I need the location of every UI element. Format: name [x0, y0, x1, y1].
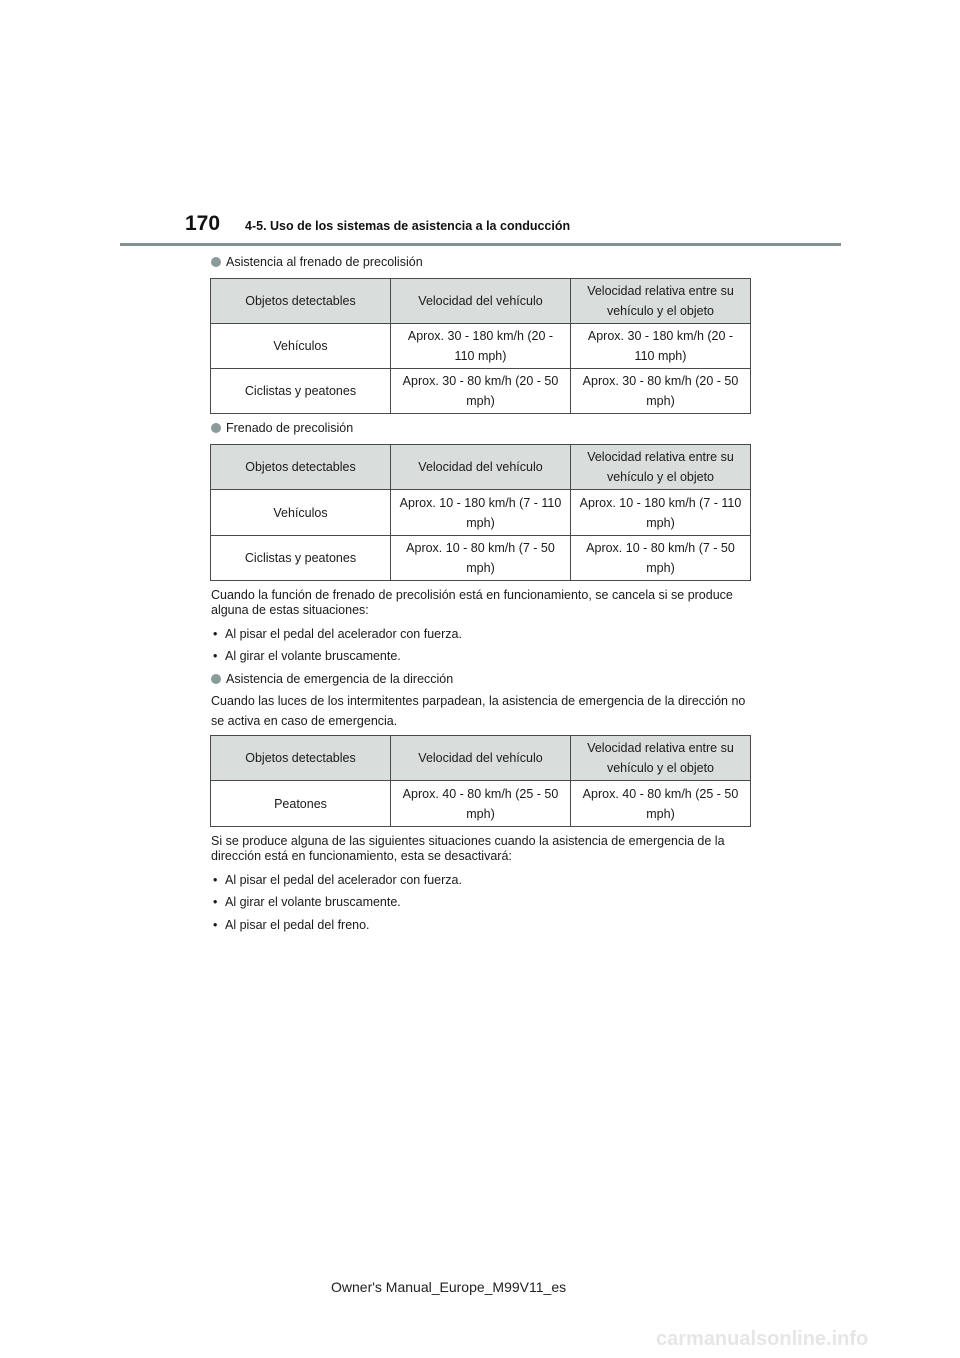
- table-cell: Aprox. 40 - 80 km/h (25 - 50 mph): [391, 781, 571, 827]
- table-cell: Vehículos: [211, 324, 391, 369]
- paragraph-turn-signal-note: Cuando las luces de los intermitentes parpadean, la asistencia de emergencia de la dirección no se activa en caso de emergencia.: [211, 694, 746, 728]
- table-cell: Aprox. 40 - 80 km/h (25 - 50 mph): [571, 781, 751, 827]
- bullet-mark: •: [213, 649, 218, 663]
- bullet-mark: •: [213, 627, 218, 641]
- table-row: [211, 781, 751, 827]
- table-cell: Aprox. 10 - 180 km/h (7 - 110 mph): [391, 490, 571, 536]
- table-cell: Aprox. 10 - 180 km/h (7 - 110 mph): [571, 490, 751, 536]
- bullet-mark: •: [213, 918, 218, 932]
- paragraph-cancel-conditions: Cuando la función de frenado de precolisión está en funcionamiento, se cancela si se produce alguna de estas situaciones:: [211, 588, 733, 617]
- table-header-row: [211, 279, 751, 324]
- list-item: [213, 918, 370, 932]
- list-item: [213, 873, 462, 887]
- table-cell: Aprox. 30 - 180 km/h (20 - 110 mph): [571, 324, 751, 369]
- chapter-title: 4-5. Uso de los sistemas de asistencia a la conducción: [245, 219, 571, 233]
- table-row: [211, 324, 751, 369]
- column-header: Velocidad del vehículo: [391, 736, 571, 781]
- table-row: [211, 536, 751, 581]
- heading-label: Asistencia al frenado de precolisión: [226, 255, 423, 269]
- table-cell: Ciclistas y peatones: [211, 369, 391, 414]
- section-heading-precollision-braking: [211, 421, 353, 435]
- table-cell: Vehículos: [211, 490, 391, 536]
- list-item-text: Al pisar el pedal del acelerador con fuerza.: [225, 627, 462, 641]
- table-cell: Aprox. 10 - 80 km/h (7 - 50 mph): [571, 536, 751, 581]
- speed-table-braking: [210, 444, 751, 581]
- bullet-circle-icon: [211, 674, 221, 684]
- bullet-mark: •: [213, 895, 218, 909]
- table-cell: Aprox. 30 - 80 km/h (20 - 50 mph): [391, 369, 571, 414]
- bullet-circle-icon: [211, 257, 221, 267]
- table-row: [211, 490, 751, 536]
- heading-label: Asistencia de emergencia de la dirección: [226, 672, 454, 686]
- footer-manual-name: Owner's Manual_Europe_M99V11_es: [331, 1279, 567, 1295]
- column-header: Objetos detectables: [211, 445, 391, 490]
- list-item: [213, 649, 401, 663]
- list-item-text: Al girar el volante bruscamente.: [225, 649, 401, 663]
- section-heading-precollision-brake-assist: [211, 255, 423, 269]
- page-number: 170: [185, 212, 221, 235]
- column-header: Objetos detectables: [211, 736, 391, 781]
- list-item-text: Al pisar el pedal del freno.: [225, 918, 370, 932]
- column-header: Velocidad relativa entre su vehículo y el objeto: [571, 445, 751, 490]
- speed-table-emergency-steering: [210, 735, 751, 827]
- header-rule: [120, 243, 841, 246]
- speed-table-brake-assist: [210, 278, 751, 414]
- table-cell: Aprox. 30 - 80 km/h (20 - 50 mph): [571, 369, 751, 414]
- heading-label: Frenado de precolisión: [226, 421, 354, 435]
- list-item-text: Al pisar el pedal del acelerador con fuerza.: [225, 873, 462, 887]
- bullet-circle-icon: [211, 423, 221, 433]
- column-header: Velocidad del vehículo: [391, 445, 571, 490]
- table-cell: Aprox. 10 - 80 km/h (7 - 50 mph): [391, 536, 571, 581]
- list-item-text: Al girar el volante bruscamente.: [225, 895, 401, 909]
- column-header: Velocidad relativa entre su vehículo y el objeto: [571, 279, 751, 324]
- table-cell: Aprox. 30 - 180 km/h (20 - 110 mph): [391, 324, 571, 369]
- paragraph-deactivation-conditions: Si se produce alguna de las siguientes situaciones cuando la asistencia de emergencia de la dirección está en funcionamiento, esta se desactivará:: [211, 834, 725, 863]
- column-header: Velocidad relativa entre su vehículo y el objeto: [571, 736, 751, 781]
- table-row: [211, 369, 751, 414]
- table-header-row: [211, 736, 751, 781]
- list-item: [213, 895, 401, 909]
- watermark: carmanualsonline.info: [656, 1328, 869, 1350]
- table-cell: Ciclistas y peatones: [211, 536, 391, 581]
- table-header-row: [211, 445, 751, 490]
- bullet-mark: •: [213, 873, 218, 887]
- section-heading-emergency-steering: [211, 672, 453, 686]
- list-item: [213, 627, 462, 641]
- column-header: Objetos detectables: [211, 279, 391, 324]
- table-cell: Peatones: [211, 781, 391, 827]
- column-header: Velocidad del vehículo: [391, 279, 571, 324]
